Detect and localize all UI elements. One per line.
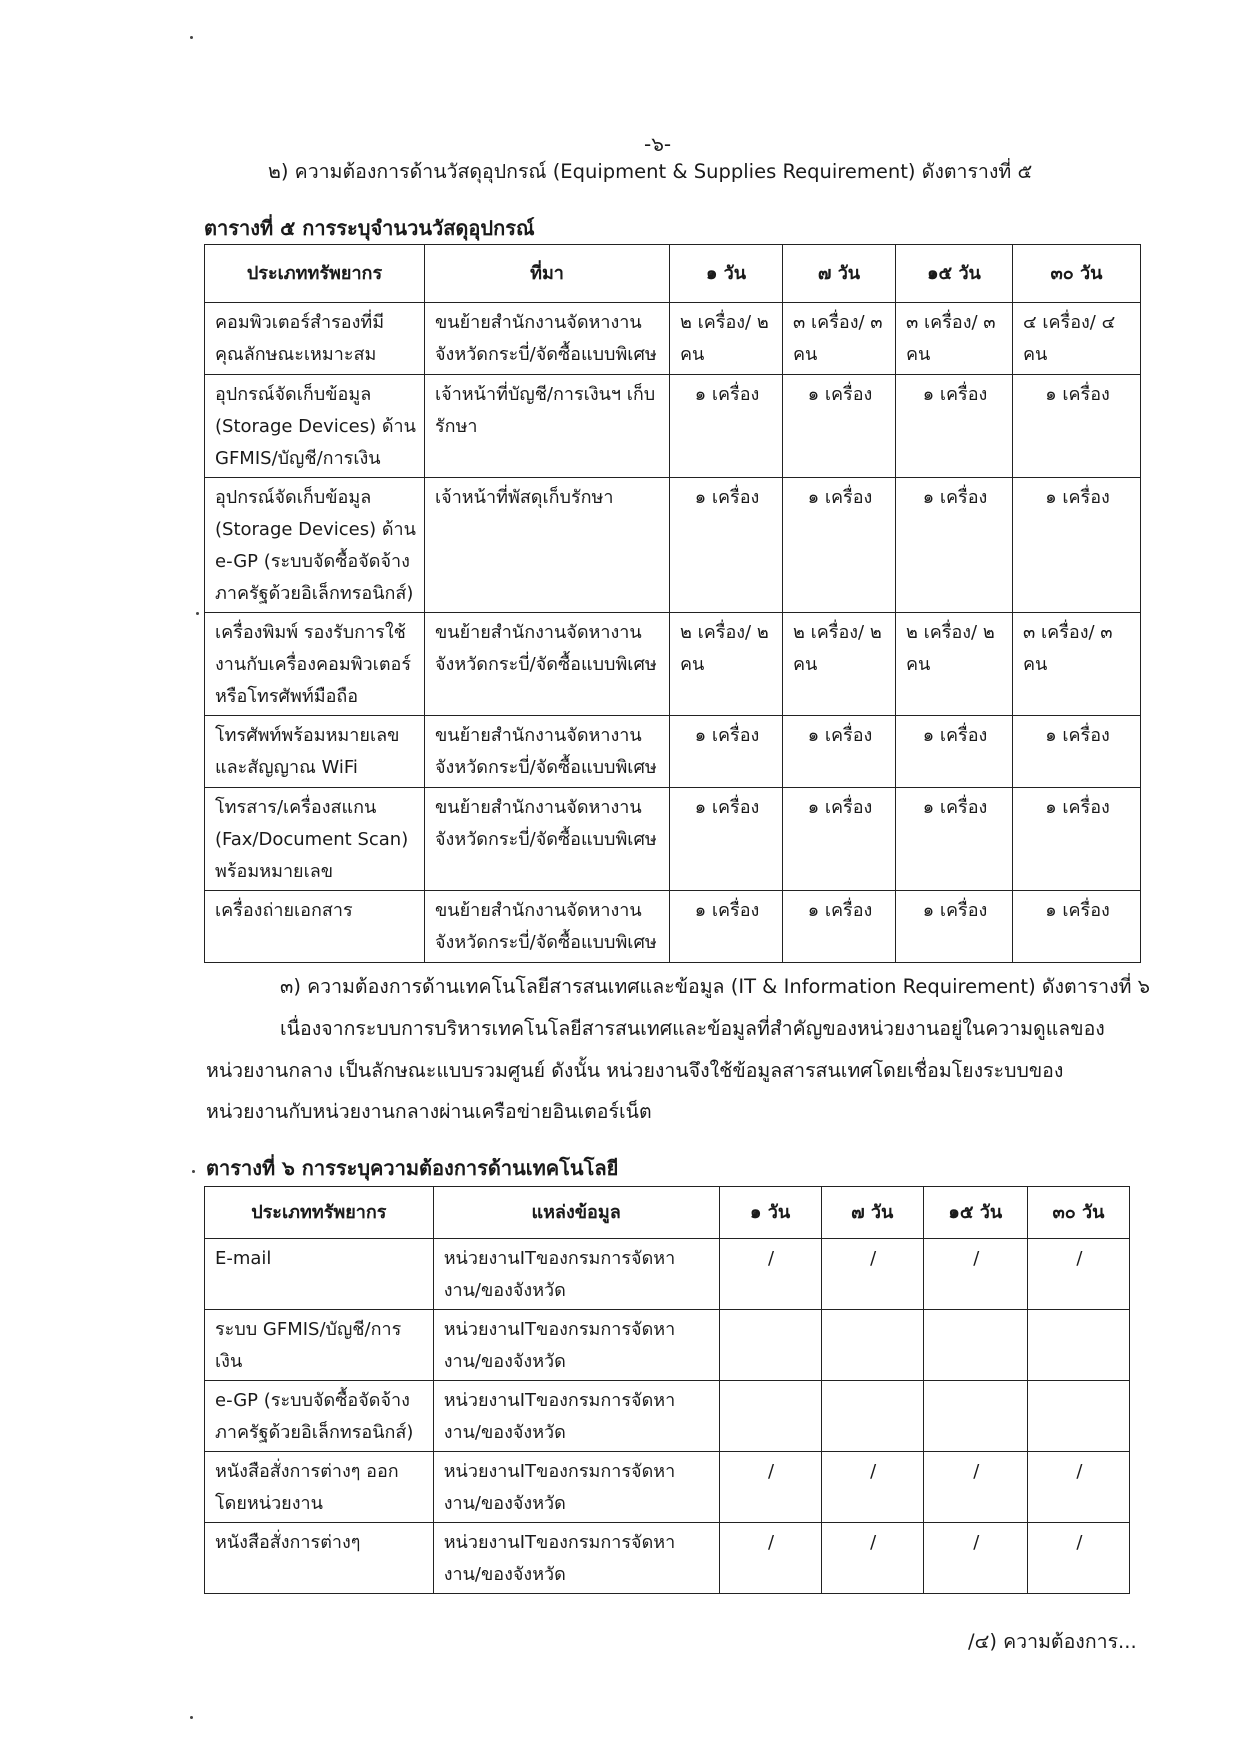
table-row	[205, 303, 1141, 375]
day-7-cell: ๑ เครื่อง	[783, 788, 896, 891]
day-30-cell	[1027, 1310, 1129, 1381]
page-number: -๖-	[644, 132, 672, 156]
header-cell: ที่มา	[425, 245, 670, 303]
source-cell: หน่วยงานITของกรมการจัดหางาน/ของจังหวัด	[433, 1310, 719, 1381]
header-cell: ๗ วัน	[783, 245, 896, 303]
day-30-cell: ๑ เครื่อง	[1013, 478, 1141, 613]
day-30-cell: ๑ เครื่อง	[1013, 891, 1141, 963]
resource-cell: คอมพิวเตอร์สำรองที่มีคุณลักษณะเหมาะสม	[205, 303, 425, 375]
table-row	[205, 1452, 1130, 1523]
table-row	[205, 1381, 1130, 1452]
day-15-cell: ๑ เครื่อง	[896, 891, 1013, 963]
source-cell: ขนย้ายสำนักงานจัดหางานจังหวัดกระบี่/จัดซื้อแบบพิเศษ	[425, 716, 670, 788]
day-1-cell: /	[719, 1523, 821, 1594]
scan-speck	[190, 1716, 193, 1719]
section-2-heading: ๒) ความต้องการด้านวัสดุอุปกรณ์ (Equipment & Supplies Requirement) ดังตารางที่ ๕	[268, 160, 1033, 183]
header-cell: ๓๐ วัน	[1027, 1187, 1129, 1239]
source-cell: ขนย้ายสำนักงานจัดหางานจังหวัดกระบี่/จัดซื้อแบบพิเศษ	[425, 891, 670, 963]
table-row	[205, 788, 1141, 891]
header-cell: ๑๕ วัน	[923, 1187, 1027, 1239]
day-30-cell: ๓ เครื่อง/ ๓ คน	[1013, 613, 1141, 716]
day-30-cell: /	[1027, 1452, 1129, 1523]
day-1-cell: /	[719, 1452, 821, 1523]
table-row	[205, 1239, 1130, 1310]
day-7-cell: /	[821, 1452, 923, 1523]
scan-speck	[192, 1170, 195, 1173]
source-cell: หน่วยงานITของกรมการจัดหางาน/ของจังหวัด	[433, 1452, 719, 1523]
day-30-cell: ๑ เครื่อง	[1013, 716, 1141, 788]
day-15-cell: ๑ เครื่อง	[896, 478, 1013, 613]
resource-cell: ระบบ GFMIS/บัญชี/การเงิน	[205, 1310, 434, 1381]
day-7-cell: ๑ เครื่อง	[783, 891, 896, 963]
header-cell: ประเภททรัพยากร	[205, 245, 425, 303]
resource-cell: E-mail	[205, 1239, 434, 1310]
day-30-cell	[1027, 1381, 1129, 1452]
day-30-cell: /	[1027, 1523, 1129, 1594]
day-30-cell: ๑ เครื่อง	[1013, 788, 1141, 891]
table-row	[205, 891, 1141, 963]
table-header-row	[205, 245, 1141, 303]
source-cell: เจ้าหน้าที่บัญชี/การเงินฯ เก็บรักษา	[425, 375, 670, 478]
table-row	[205, 478, 1141, 613]
scan-speck	[196, 612, 199, 615]
day-7-cell	[821, 1381, 923, 1452]
source-cell: ขนย้ายสำนักงานจัดหางานจังหวัดกระบี่/จัดซื้อแบบพิเศษ	[425, 303, 670, 375]
day-1-cell: ๑ เครื่อง	[670, 891, 783, 963]
day-15-cell	[923, 1310, 1027, 1381]
day-7-cell: /	[821, 1239, 923, 1310]
resource-cell: โทรศัพท์พร้อมหมายเลขและสัญญาณ WiFi	[205, 716, 425, 788]
resource-cell: e-GP (ระบบจัดซื้อจัดจ้างภาครัฐด้วยอิเล็กทรอนิกส์)	[205, 1381, 434, 1452]
day-30-cell: /	[1027, 1239, 1129, 1310]
source-cell: ขนย้ายสำนักงานจัดหางานจังหวัดกระบี่/จัดซื้อแบบพิเศษ	[425, 613, 670, 716]
table-6-title: ตารางที่ ๖ การระบุความต้องการด้านเทคโนโลยี	[206, 1156, 619, 1180]
footer-continuation: /๔) ความต้องการ...	[968, 1630, 1137, 1653]
day-1-cell: ๒ เครื่อง/ ๒ คน	[670, 303, 783, 375]
resource-cell: เครื่องถ่ายเอกสาร	[205, 891, 425, 963]
header-cell: แหล่งข้อมูล	[433, 1187, 719, 1239]
day-7-cell: /	[821, 1523, 923, 1594]
day-15-cell: /	[923, 1452, 1027, 1523]
resource-cell: หนังสือสั่งการต่างๆ	[205, 1523, 434, 1594]
table-5	[204, 244, 1141, 963]
day-7-cell	[821, 1310, 923, 1381]
day-1-cell	[719, 1310, 821, 1381]
table-5-title: ตารางที่ ๕ การระบุจำนวนวัสดุอุปกรณ์	[204, 216, 535, 240]
header-cell: ๑ วัน	[719, 1187, 821, 1239]
scan-speck	[190, 36, 193, 39]
paragraph-line: หน่วยงานกลาง เป็นลักษณะแบบรวมศูนย์ ดังนั้น หน่วยงานจึงใช้ข้อมูลสารสนเทศโดยเชื่อมโยงระบบของ	[206, 1059, 1064, 1082]
day-1-cell: ๑ เครื่อง	[670, 478, 783, 613]
day-1-cell: ๑ เครื่อง	[670, 375, 783, 478]
day-7-cell: ๓ เครื่อง/ ๓ คน	[783, 303, 896, 375]
header-cell: ๑ วัน	[670, 245, 783, 303]
paragraph-line: เนื่องจากระบบการบริหารเทคโนโลยีสารสนเทศและข้อมูลที่สำคัญของหน่วยงานอยู่ในความดูแลของ	[280, 1017, 1105, 1040]
source-cell: เจ้าหน้าที่พัสดุเก็บรักษา	[425, 478, 670, 613]
day-7-cell: ๑ เครื่อง	[783, 478, 896, 613]
resource-cell: โทรสาร/เครื่องสแกน (Fax/Document Scan) พร้อมหมายเลข	[205, 788, 425, 891]
header-cell: ๗ วัน	[821, 1187, 923, 1239]
day-15-cell: ๑ เครื่อง	[896, 788, 1013, 891]
header-cell: ประเภททรัพยากร	[205, 1187, 434, 1239]
source-cell: หน่วยงานITของกรมการจัดหางาน/ของจังหวัด	[433, 1523, 719, 1594]
source-cell: หน่วยงานITของกรมการจัดหางาน/ของจังหวัด	[433, 1239, 719, 1310]
day-7-cell: ๒ เครื่อง/ ๒ คน	[783, 613, 896, 716]
day-7-cell: ๑ เครื่อง	[783, 375, 896, 478]
resource-cell: เครื่องพิมพ์ รองรับการใช้งานกับเครื่องคอมพิวเตอร์หรือโทรศัพท์มือถือ	[205, 613, 425, 716]
header-cell: ๑๕ วัน	[896, 245, 1013, 303]
table-row	[205, 1523, 1130, 1594]
table-row	[205, 1310, 1130, 1381]
day-1-cell: ๑ เครื่อง	[670, 788, 783, 891]
day-15-cell: /	[923, 1239, 1027, 1310]
day-1-cell: ๑ เครื่อง	[670, 716, 783, 788]
resource-cell: อุปกรณ์จัดเก็บข้อมูล (Storage Devices) ด้าน GFMIS/บัญชี/การเงิน	[205, 375, 425, 478]
day-15-cell: ๑ เครื่อง	[896, 375, 1013, 478]
day-1-cell	[719, 1381, 821, 1452]
paragraph-line: หน่วยงานกับหน่วยงานกลางผ่านเครือข่ายอินเตอร์เน็ต	[206, 1100, 652, 1123]
day-15-cell: /	[923, 1523, 1027, 1594]
day-1-cell: ๒ เครื่อง/ ๒ คน	[670, 613, 783, 716]
day-15-cell: ๓ เครื่อง/ ๓ คน	[896, 303, 1013, 375]
source-cell: หน่วยงานITของกรมการจัดหางาน/ของจังหวัด	[433, 1381, 719, 1452]
table-6	[204, 1186, 1130, 1594]
table-row	[205, 375, 1141, 478]
resource-cell: หนังสือสั่งการต่างๆ ออกโดยหน่วยงาน	[205, 1452, 434, 1523]
resource-cell: อุปกรณ์จัดเก็บข้อมูล (Storage Devices) ด้าน e-GP (ระบบจัดซื้อจัดจ้างภาครัฐด้วยอิเล็กทรอนิกส์)	[205, 478, 425, 613]
day-30-cell: ๑ เครื่อง	[1013, 375, 1141, 478]
table-row	[205, 613, 1141, 716]
section-3-heading: ๓) ความต้องการด้านเทคโนโลยีสารสนเทศและข้อมูล (IT & Information Requirement) ดังตารางที่ ๖	[280, 975, 1151, 998]
day-1-cell: /	[719, 1239, 821, 1310]
header-cell: ๓๐ วัน	[1013, 245, 1141, 303]
day-7-cell: ๑ เครื่อง	[783, 716, 896, 788]
day-15-cell: ๑ เครื่อง	[896, 716, 1013, 788]
day-15-cell: ๒ เครื่อง/ ๒ คน	[896, 613, 1013, 716]
day-15-cell	[923, 1381, 1027, 1452]
day-30-cell: ๔ เครื่อง/ ๔ คน	[1013, 303, 1141, 375]
source-cell: ขนย้ายสำนักงานจัดหางานจังหวัดกระบี่/จัดซื้อแบบพิเศษ	[425, 788, 670, 891]
table-row	[205, 716, 1141, 788]
table-header-row	[205, 1187, 1130, 1239]
